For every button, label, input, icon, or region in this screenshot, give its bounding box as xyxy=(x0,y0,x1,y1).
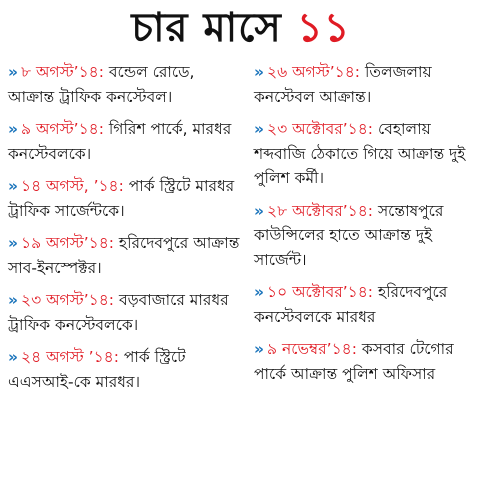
entry-date: ৯ নভেম্বর’১৪: xyxy=(267,340,357,358)
list-item xyxy=(254,337,478,386)
entry-text: তিলজলায় কনস্টেবল আক্রান্ত। xyxy=(254,63,432,106)
headline-number: ১১ xyxy=(296,5,351,51)
entry-date: ৮ অগস্ট’১৪: xyxy=(21,63,104,81)
list-item xyxy=(8,288,240,337)
bullet-arrow-icon: » xyxy=(254,120,265,138)
entry-text: গিরিশ পার্কে, মারধর কনস্টেবলকে। xyxy=(8,120,232,163)
list-item xyxy=(8,345,240,394)
entry-date: ২৩ অগস্ট’১৪: xyxy=(21,291,115,309)
entry-text: সন্তোষপুরে কাউন্সিলের হাতে আক্রান্ত দুই সার্জেন্ট। xyxy=(254,201,444,269)
right-column xyxy=(254,60,478,394)
entry-text: বন্ডেল রোডে, আক্রান্ত ট্রাফিক কনস্টেবল। xyxy=(8,63,195,106)
entry-date: ২৪ অগস্ট ’১৪: xyxy=(21,348,119,366)
entry-date: ২৮ অক্টোবর’১৪: xyxy=(267,201,373,220)
list-item xyxy=(8,174,240,223)
entry-date: ১০ অক্টোবর’১৪: xyxy=(267,283,373,301)
entry-date: ১৪ অগস্ট, ’১৪: xyxy=(21,177,124,195)
bullet-arrow-icon: » xyxy=(8,234,19,252)
list-item xyxy=(254,199,478,273)
entry-date: ২৩ অক্টোবর’১৪: xyxy=(267,120,374,138)
bullet-arrow-icon: » xyxy=(254,283,265,301)
entry-date: ৯ অগস্ট’১৪: xyxy=(21,120,104,138)
list-item xyxy=(8,231,240,280)
entry-text: কসবার টেগোর পার্কে আক্রান্ত পুলিশ অফিসার xyxy=(254,340,454,383)
headline xyxy=(0,2,482,54)
bullet-arrow-icon: » xyxy=(254,340,265,358)
list-item xyxy=(254,117,478,191)
entry-date: ২৬ অগস্ট’১৪: xyxy=(267,63,361,81)
entry-text: বড়বাজারে মারধর ট্রাফিক কনস্টেবলকে। xyxy=(8,291,229,334)
list-item xyxy=(8,117,240,166)
left-column xyxy=(8,60,240,402)
entry-text: পার্ক স্ট্রিটে মারধর ট্রাফিক সার্জেন্টকে। xyxy=(8,177,235,220)
list-item xyxy=(254,280,478,329)
bullet-arrow-icon: » xyxy=(8,291,19,309)
entry-text: বেহালায় শব্দবাজি ঠেকাতে গিয়ে আক্রান্ত দুই পুলিশ কর্মী। xyxy=(254,120,466,187)
entry-text: হরিদেবপুরে কনস্টেবলকে মারধর xyxy=(254,283,448,326)
bullet-arrow-icon: » xyxy=(8,120,19,138)
list-item xyxy=(254,60,478,109)
bullet-arrow-icon: » xyxy=(8,177,19,195)
list-item xyxy=(8,60,240,109)
entry-date: ১৯ অগস্ট’১৪: xyxy=(21,234,114,252)
entry-text: হরিদেবপুরে আক্রান্ত সাব-ইনস্পেক্টর। xyxy=(8,234,240,277)
bullet-arrow-icon: » xyxy=(8,63,19,81)
headline-text: চার মাসে xyxy=(131,5,282,51)
entry-text: পার্ক স্ট্রিটে এএসআই-কে মারধর। xyxy=(8,348,186,391)
bullet-arrow-icon: » xyxy=(254,63,265,81)
bullet-arrow-icon: » xyxy=(8,348,19,366)
bullet-arrow-icon: » xyxy=(254,201,265,220)
